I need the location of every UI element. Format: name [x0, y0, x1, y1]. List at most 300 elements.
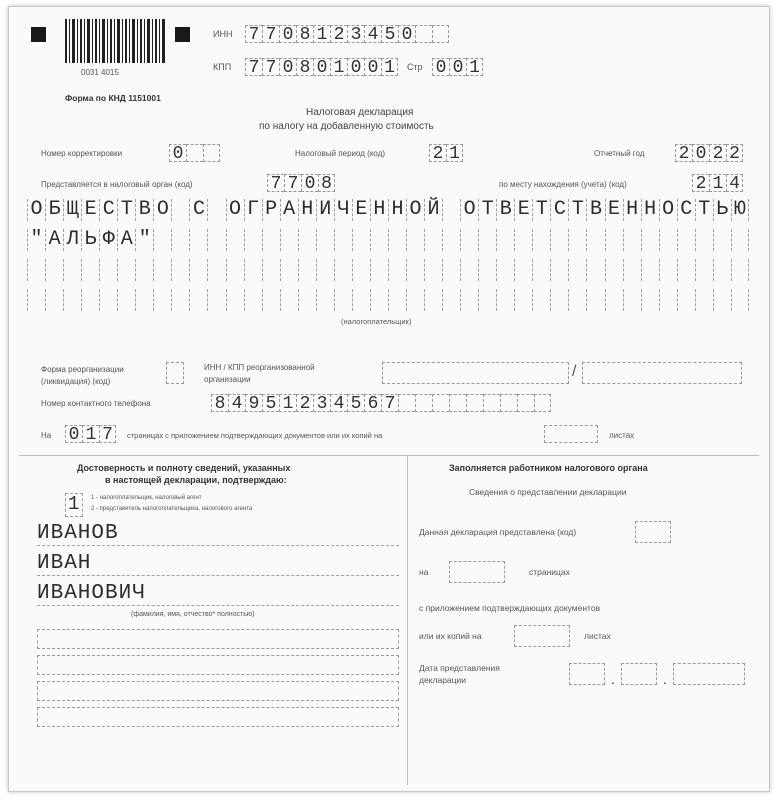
inn-cell: 2	[330, 25, 347, 43]
org-char-cell: О	[406, 199, 424, 221]
date-month-field	[621, 663, 657, 685]
org-char-cell	[244, 259, 262, 281]
year-cell: 0	[692, 144, 709, 162]
org-char-cell: В	[496, 199, 514, 221]
declaration-form	[8, 6, 770, 792]
left-title-1: Достоверность и полноту сведений, указанных	[77, 463, 291, 473]
org-char-cell: В	[586, 199, 604, 221]
org-char-cell	[171, 259, 189, 281]
org-char-cell: О	[659, 199, 677, 221]
org-char-cell	[298, 259, 316, 281]
reorg-slash: /	[572, 363, 577, 380]
org-char-cell: Н	[623, 199, 641, 221]
location-cell: 2	[692, 174, 709, 192]
right-sheets-label: листах	[584, 631, 611, 641]
inn-cell: 7	[262, 25, 279, 43]
org-row-4	[27, 289, 749, 311]
org-char-cell: С	[189, 199, 207, 221]
org-caption: (налогоплательщик)	[341, 317, 412, 326]
org-char-cell: "	[27, 229, 45, 251]
barcode-number: 0031 4015	[81, 68, 119, 77]
org-char-cell	[207, 199, 225, 221]
org-char-cell	[27, 259, 45, 281]
org-char-cell	[496, 289, 514, 311]
org-char-cell	[207, 229, 225, 251]
org-char-cell	[478, 229, 496, 251]
right-pages-field	[449, 561, 505, 583]
org-char-cell	[442, 229, 460, 251]
org-char-cell: И	[316, 199, 334, 221]
org-char-cell	[81, 289, 99, 311]
org-char-cell	[731, 289, 749, 311]
org-char-cell: Т	[568, 199, 586, 221]
inn-cell	[432, 25, 449, 43]
org-char-cell	[352, 259, 370, 281]
correction-cell	[186, 144, 203, 162]
org-char-cell	[568, 229, 586, 251]
org-char-cell	[550, 289, 568, 311]
sheets-label: листах	[609, 431, 635, 440]
org-char-cell	[352, 289, 370, 311]
inn-cell: 8	[296, 25, 313, 43]
phone-cell: 8	[211, 394, 228, 412]
reorg-kpp-field	[582, 362, 742, 384]
phone-cell: 4	[330, 394, 347, 412]
org-char-cell	[514, 259, 532, 281]
inn-cell: 4	[364, 25, 381, 43]
location-cell: 1	[709, 174, 726, 192]
org-char-cell	[550, 259, 568, 281]
org-char-cell	[677, 259, 695, 281]
org-char-cell	[280, 259, 298, 281]
org-char-cell	[659, 259, 677, 281]
org-char-cell	[153, 289, 171, 311]
org-char-cell	[731, 259, 749, 281]
org-char-cell	[63, 289, 81, 311]
location-cells	[692, 174, 743, 192]
org-char-cell	[135, 259, 153, 281]
org-char-cell	[135, 289, 153, 311]
org-char-cell	[514, 229, 532, 251]
org-char-cell	[586, 289, 604, 311]
phone-cell: 7	[381, 394, 398, 412]
org-char-cell	[370, 229, 388, 251]
org-char-cell	[207, 289, 225, 311]
pages-cells	[65, 425, 116, 443]
org-char-cell	[568, 289, 586, 311]
org-char-cell	[334, 289, 352, 311]
title-line-2: по налогу на добавленную стоимость	[259, 121, 434, 132]
phone-cell: 4	[228, 394, 245, 412]
tax-office-cell: 8	[318, 174, 335, 192]
org-char-cell: Н	[370, 199, 388, 221]
on-label: на	[419, 567, 429, 577]
right-pages-label: страницах	[529, 567, 570, 577]
phone-cell	[500, 394, 517, 412]
rep-name-field-3	[37, 681, 399, 701]
phone-cell	[449, 394, 466, 412]
org-char-cell	[189, 289, 207, 311]
org-char-cell	[280, 289, 298, 311]
copies-label: или их копий на	[419, 631, 482, 641]
right-title: Заполняется работником налогового органа	[449, 463, 648, 473]
kpp-cell: 1	[330, 58, 347, 76]
org-char-cell: Н	[298, 199, 316, 221]
right-subtitle: Сведения о представлении декларации	[469, 487, 627, 497]
org-char-cell	[189, 259, 207, 281]
org-char-cell: С	[677, 199, 695, 221]
org-char-cell	[262, 229, 280, 251]
org-char-cell	[695, 229, 713, 251]
phone-cell: 5	[262, 394, 279, 412]
signer-option-1: 1 - налогоплательщик, налоговый агент	[91, 495, 202, 501]
org-char-cell: Н	[388, 199, 406, 221]
org-char-cell: Ь	[713, 199, 731, 221]
org-char-cell: Е	[605, 199, 623, 221]
pages-cell: 7	[99, 425, 116, 443]
page-cell: 0	[449, 58, 466, 76]
org-char-cell	[695, 259, 713, 281]
org-char-cell	[641, 229, 659, 251]
org-char-cell	[496, 229, 514, 251]
phone-cell: 3	[313, 394, 330, 412]
tax-office-cell: 7	[267, 174, 284, 192]
org-char-cell	[623, 229, 641, 251]
date-year-field	[673, 663, 745, 685]
inn-cell: 0	[398, 25, 415, 43]
org-char-cell	[586, 259, 604, 281]
reorg-inn-label-1: ИНН / КПП реорганизованной	[204, 363, 315, 372]
inn-cell: 7	[245, 25, 262, 43]
org-char-cell	[298, 229, 316, 251]
org-char-cell	[424, 229, 442, 251]
org-char-cell	[586, 229, 604, 251]
barcode-icon	[65, 19, 169, 69]
year-label: Отчетный год	[594, 149, 645, 158]
year-cells	[675, 144, 743, 162]
correction-cell	[203, 144, 220, 162]
inn-cell: 0	[279, 25, 296, 43]
org-char-cell	[153, 259, 171, 281]
org-char-cell	[370, 259, 388, 281]
period-cells	[429, 144, 463, 162]
org-char-cell: В	[135, 199, 153, 221]
inn-cell: 5	[381, 25, 398, 43]
org-char-cell	[171, 229, 189, 251]
org-char-cell	[623, 289, 641, 311]
docs-label: с приложением подтверждающих документов	[419, 603, 601, 613]
phone-label: Номер контактного телефона	[41, 399, 151, 408]
org-char-cell	[262, 289, 280, 311]
phone-cell: 1	[279, 394, 296, 412]
corner-marker-right	[175, 27, 190, 42]
reorg-inn-label-2: организации	[204, 375, 251, 384]
org-char-cell	[677, 229, 695, 251]
org-char-cell	[117, 259, 135, 281]
kpp-cell: 1	[381, 58, 398, 76]
org-char-cell	[514, 289, 532, 311]
pages-text: страницах с приложением подтверждающих документов или их копий на	[127, 431, 383, 440]
org-char-cell	[262, 259, 280, 281]
first-name: ИВАН	[37, 552, 92, 575]
date-dot-1: .	[611, 671, 615, 687]
inn-label: ИНН	[213, 29, 233, 39]
org-char-cell	[406, 289, 424, 311]
org-char-cell	[244, 289, 262, 311]
org-char-cell	[189, 229, 207, 251]
org-char-cell	[334, 229, 352, 251]
org-char-cell	[641, 289, 659, 311]
patronymic: ИВАНОВИЧ	[37, 582, 146, 605]
tax-office-cell: 7	[284, 174, 301, 192]
kpp-cell: 0	[347, 58, 364, 76]
org-char-cell	[45, 289, 63, 311]
page-cells	[432, 58, 483, 76]
org-char-cell: Е	[514, 199, 532, 221]
submitted-code-cell	[635, 521, 671, 543]
reorg-inn-field	[382, 362, 569, 384]
inn-cells	[245, 25, 449, 43]
org-row-1	[27, 199, 749, 221]
inn-cell: 1	[313, 25, 330, 43]
phone-cell: 6	[364, 394, 381, 412]
phone-cell	[415, 394, 432, 412]
org-char-cell	[99, 289, 117, 311]
org-char-cell	[478, 289, 496, 311]
org-char-cell	[478, 259, 496, 281]
reorg-form-label-2: (ликвидация) (код)	[41, 377, 111, 386]
org-char-cell: Р	[262, 199, 280, 221]
org-char-cell	[244, 229, 262, 251]
org-char-cell	[280, 229, 298, 251]
date-dot-2: .	[663, 671, 667, 687]
section-divider	[19, 455, 759, 456]
org-char-cell	[424, 259, 442, 281]
org-char-cell	[316, 259, 334, 281]
date-label-2: декларации	[419, 675, 467, 685]
org-char-cell	[63, 259, 81, 281]
rep-name-field-4	[37, 707, 399, 727]
org-char-cell	[713, 229, 731, 251]
page-label: Стр	[407, 62, 423, 72]
phone-cells	[211, 394, 551, 412]
org-char-cell: С	[99, 199, 117, 221]
org-char-cell	[370, 289, 388, 311]
phone-cell	[466, 394, 483, 412]
org-char-cell	[677, 289, 695, 311]
correction-label: Номер корректировки	[41, 149, 123, 158]
org-char-cell	[117, 289, 135, 311]
phone-cell	[534, 394, 551, 412]
org-char-cell	[605, 229, 623, 251]
org-char-cell: А	[45, 229, 63, 251]
org-char-cell	[27, 289, 45, 311]
org-char-cell	[442, 259, 460, 281]
org-char-cell	[713, 259, 731, 281]
year-cell: 2	[675, 144, 692, 162]
kpp-cell: 0	[279, 58, 296, 76]
org-char-cell	[532, 259, 550, 281]
inn-cell: 3	[347, 25, 364, 43]
org-char-cell	[424, 289, 442, 311]
org-char-cell	[334, 259, 352, 281]
surname: ИВАНОВ	[37, 522, 119, 545]
reorg-form-cell	[166, 362, 184, 384]
sheets-field	[544, 425, 598, 443]
phone-cell: 2	[296, 394, 313, 412]
correction-cells	[169, 144, 220, 162]
phone-cell	[432, 394, 449, 412]
org-char-cell	[713, 289, 731, 311]
org-char-cell	[406, 259, 424, 281]
org-char-cell	[388, 229, 406, 251]
org-char-cell	[496, 259, 514, 281]
org-char-cell	[226, 259, 244, 281]
period-label: Налоговый период (код)	[295, 149, 386, 158]
org-row-3	[27, 259, 749, 281]
page-cell: 1	[466, 58, 483, 76]
org-char-cell	[460, 229, 478, 251]
pages-prefix: На	[41, 431, 52, 440]
kpp-cell: 0	[313, 58, 330, 76]
org-char-cell: Л	[63, 229, 81, 251]
org-char-cell	[171, 289, 189, 311]
org-char-cell	[316, 289, 334, 311]
org-char-cell	[659, 289, 677, 311]
title-line-1: Налоговая декларация	[306, 107, 414, 118]
reorg-form-label-1: Форма реорганизации	[41, 365, 124, 374]
tax-office-cell: 0	[301, 174, 318, 192]
inn-cell	[415, 25, 432, 43]
org-char-cell	[550, 229, 568, 251]
period-cell: 1	[446, 144, 463, 162]
org-char-cell	[388, 259, 406, 281]
left-title-2: в настоящей декларации, подтверждаю:	[105, 475, 287, 485]
org-char-cell	[605, 289, 623, 311]
org-char-cell	[226, 289, 244, 311]
year-cell: 2	[726, 144, 743, 162]
org-char-cell: О	[27, 199, 45, 221]
org-char-cell	[460, 259, 478, 281]
fio-caption: (фамилия, имя, отчество* полностью)	[131, 611, 255, 618]
copies-field	[514, 625, 570, 647]
year-cell: 2	[709, 144, 726, 162]
phone-cell	[517, 394, 534, 412]
signer-code: 1	[68, 493, 80, 515]
org-char-cell: А	[117, 229, 135, 251]
org-char-cell	[316, 229, 334, 251]
org-char-cell: О	[226, 199, 244, 221]
period-cell: 2	[429, 144, 446, 162]
org-char-cell: Ю	[731, 199, 749, 221]
kpp-cell: 0	[364, 58, 381, 76]
corner-marker-left	[31, 27, 46, 42]
org-char-cell: А	[280, 199, 298, 221]
org-char-cell	[171, 199, 189, 221]
org-char-cell	[81, 259, 99, 281]
tax-office-label: Представляется в налоговый орган (код)	[41, 180, 193, 189]
org-char-cell	[442, 199, 460, 221]
phone-cell: 9	[245, 394, 262, 412]
org-char-cell: С	[550, 199, 568, 221]
org-char-cell: Е	[81, 199, 99, 221]
org-char-cell	[695, 289, 713, 311]
date-day-field	[569, 663, 605, 685]
org-char-cell	[298, 289, 316, 311]
tax-office-cells	[267, 174, 335, 192]
org-char-cell: Ч	[334, 199, 352, 221]
org-char-cell	[45, 259, 63, 281]
org-char-cell: Щ	[63, 199, 81, 221]
org-char-cell	[641, 259, 659, 281]
org-row-2	[27, 229, 749, 251]
org-char-cell: "	[135, 229, 153, 251]
org-char-cell	[99, 259, 117, 281]
org-char-cell	[388, 289, 406, 311]
form-code: Форма по КНД 1151001	[65, 93, 161, 103]
org-char-cell: Г	[244, 199, 262, 221]
org-char-cell: Т	[478, 199, 496, 221]
org-char-cell	[731, 229, 749, 251]
phone-cell: 5	[347, 394, 364, 412]
page-cell: 0	[432, 58, 449, 76]
org-char-cell	[207, 259, 225, 281]
correction-cell: 0	[169, 144, 186, 162]
org-char-cell	[568, 259, 586, 281]
org-char-cell: О	[153, 199, 171, 221]
org-char-cell	[406, 229, 424, 251]
org-char-cell: Ь	[81, 229, 99, 251]
org-char-cell	[442, 289, 460, 311]
kpp-cell: 8	[296, 58, 313, 76]
pages-cell: 0	[65, 425, 82, 443]
kpp-cell: 7	[245, 58, 262, 76]
org-char-cell	[532, 289, 550, 311]
org-char-cell: Т	[532, 199, 550, 221]
signer-option-2: 2 - представитель налогоплательщика, налогового агента	[91, 506, 253, 512]
location-label: по месту нахождения (учета) (код)	[499, 180, 627, 189]
location-cell: 4	[726, 174, 743, 192]
org-char-cell	[605, 259, 623, 281]
kpp-label: КПП	[213, 62, 232, 72]
org-char-cell: Е	[352, 199, 370, 221]
org-char-cell	[532, 229, 550, 251]
pages-cell: 1	[82, 425, 99, 443]
org-char-cell: Б	[45, 199, 63, 221]
rep-name-field-1	[37, 629, 399, 649]
org-char-cell: Т	[695, 199, 713, 221]
rep-name-field-2	[37, 655, 399, 675]
org-char-cell	[352, 229, 370, 251]
org-char-cell	[153, 229, 171, 251]
org-char-cell	[460, 289, 478, 311]
org-char-cell: Ф	[99, 229, 117, 251]
kpp-cells	[245, 58, 398, 76]
phone-cell	[483, 394, 500, 412]
phone-cell	[398, 394, 415, 412]
org-char-cell: Й	[424, 199, 442, 221]
date-label-1: Дата представления	[419, 663, 500, 673]
org-char-cell	[226, 229, 244, 251]
submitted-label: Данная декларация представлена (код)	[419, 527, 577, 537]
org-char-cell: Т	[117, 199, 135, 221]
column-divider	[407, 455, 408, 785]
org-char-cell: О	[460, 199, 478, 221]
kpp-cell: 7	[262, 58, 279, 76]
org-char-cell: Н	[641, 199, 659, 221]
org-char-cell	[623, 259, 641, 281]
org-char-cell	[659, 229, 677, 251]
